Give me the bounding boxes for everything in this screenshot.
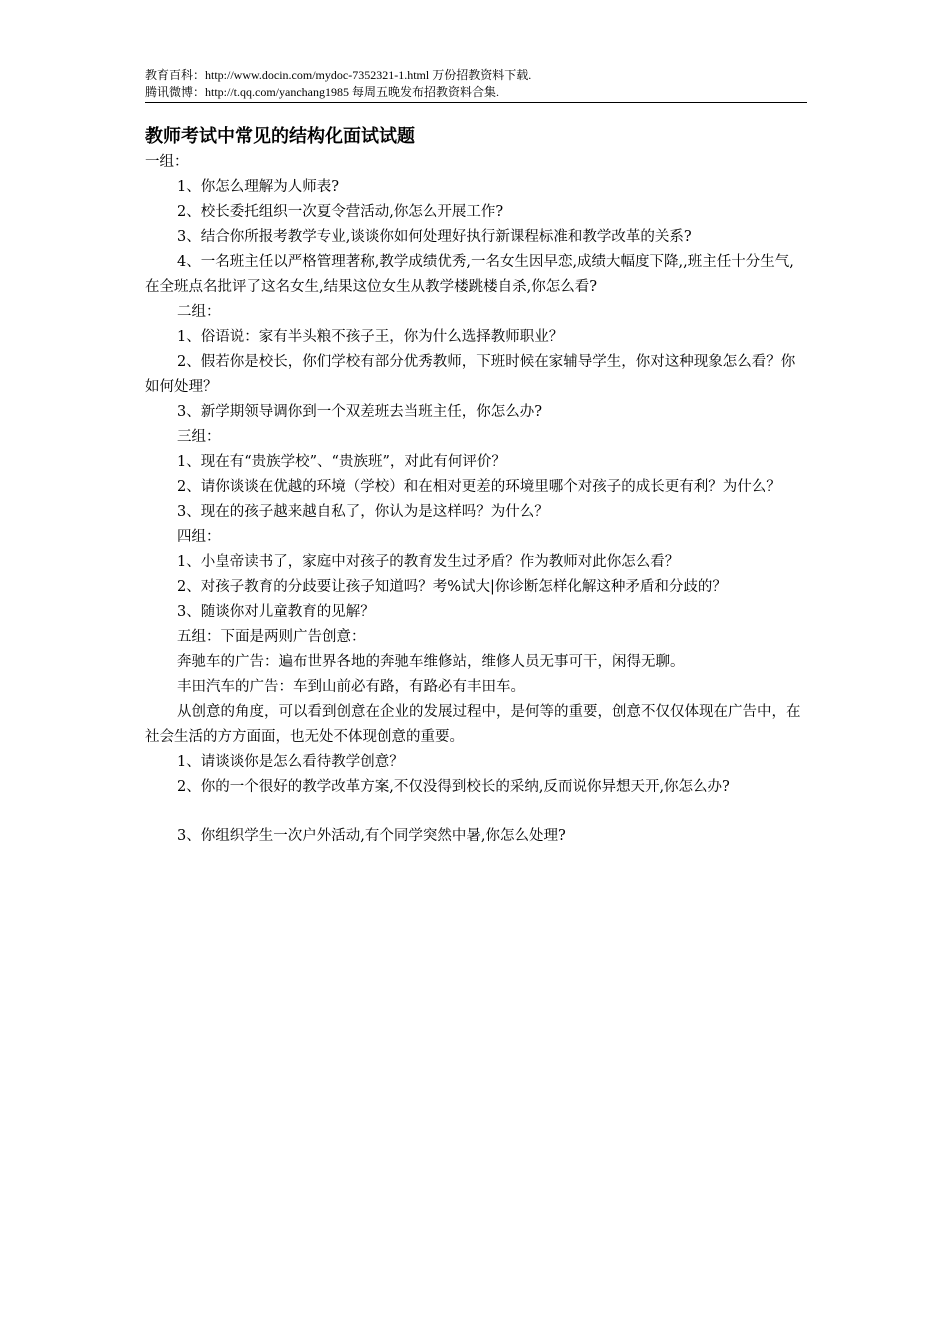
question: 3、结合你所报考教学专业,谈谈你如何处理好执行新课程标准和教学改革的关系? [177, 229, 692, 245]
group-5-heading: 五组：下面是两则广告创意： [177, 629, 366, 645]
question: 1、俗语说：家有半头粮不孩子王，你为什么选择教师职业？ [177, 329, 564, 345]
page-title: 教师考试中常见的结构化面试试题 [145, 126, 415, 147]
question: 1、你怎么理解为人师表? [177, 179, 339, 195]
question: 2、对孩子教育的分歧要让孩子知道吗？考%试大|你诊断怎样化解这种矛盾和分歧的？ [177, 579, 727, 595]
group-2-heading: 二组： [177, 304, 221, 320]
ad-toyota: 丰田汽车的广告：车到山前必有路，有路必有丰田车。 [177, 679, 525, 695]
question: 3、现在的孩子越来越自私了，你认为是这样吗？为什么？ [177, 504, 549, 520]
group-1-heading: 一组： [145, 154, 189, 170]
header-line-docin: 教育百科：http://www.docin.com/mydoc-7352321-1.html 万份招教资料下载. [145, 68, 532, 82]
question: 3、随谈你对儿童教育的见解？ [177, 604, 375, 620]
question: 4、一名班主任以严格管理著称,教学成绩优秀,一名女生因早恋,成绩大幅度下降,,班主任十分生气,在全班点名批评了这名女生,结果这位女生从教学楼跳楼自杀,你怎么看? [145, 254, 794, 295]
question: 2、请你谈谈在优越的环境（学校）和在相对更差的环境里哪个对孩子的成长更有利？为什么？ [177, 479, 781, 495]
document-body [145, 124, 807, 849]
header-line-weibo: 腾讯微博：http://t.qq.com/yanchang1985 每周五晚发布招教资料合集. [145, 85, 499, 99]
question: 2、你的一个很好的教学改革方案,不仅没得到校长的采纳,反而说你异想天开,你怎么办? [177, 779, 730, 795]
question: 1、现在有“贵族学校”、“贵族班”，对此有何评价？ [177, 454, 506, 470]
question: 1、请谈谈你是怎么看待教学创意？ [177, 754, 404, 770]
blank-line [145, 800, 807, 824]
ad-benz: 奔驰车的广告：遍布世界各地的奔驰车维修站，维修人员无事可干，闲得无聊。 [177, 654, 685, 670]
question: 2、假若你是校长，你们学校有部分优秀教师，下班时候在家辅导学生，你对这种现象怎么看？你如何处理？ [145, 354, 796, 395]
group-3-heading: 三组： [177, 429, 221, 445]
question: 3、你组织学生一次户外活动,有个同学突然中暑,你怎么处理? [177, 828, 566, 844]
question: 3、新学期领导调你到一个双差班去当班主任，你怎么办? [177, 404, 542, 420]
creativity-paragraph: 从创意的角度，可以看到创意在企业的发展过程中，是何等的重要，创意不仅仅体现在广告中，在社会生活的方方面面，也无处不体现创意的重要。 [145, 704, 801, 745]
group-4-heading: 四组： [177, 529, 221, 545]
question: 2、校长委托组织一次夏令营活动,你怎么开展工作? [177, 204, 504, 220]
page-header [145, 67, 807, 103]
question: 1、小皇帝读书了，家庭中对孩子的教育发生过矛盾？作为教师对此你怎么看？ [177, 554, 680, 570]
